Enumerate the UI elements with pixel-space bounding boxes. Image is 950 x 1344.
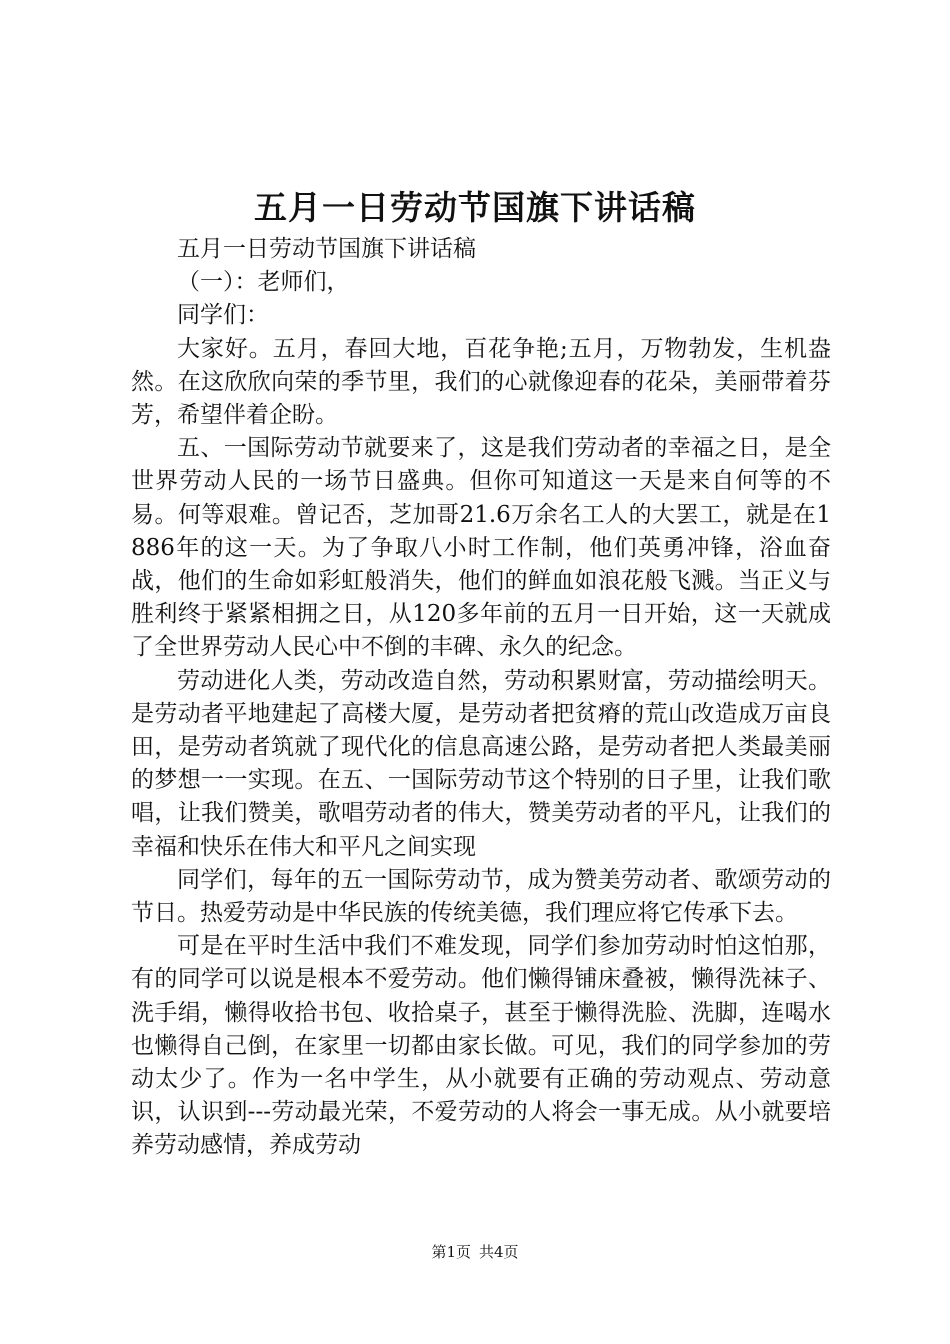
page-number: 第1页 [431, 1243, 471, 1261]
document-body [131, 233, 831, 1163]
paragraph-praise-labor: 劳动进化人类，劳动改造自然，劳动积累财富，劳动描绘明天。是劳动者平地建起了高楼大厦，是劳动者把贫瘠的荒山改造成万亩良田，是劳动者筑就了现代化的信息高速公路，是劳动者把人类最美丽的梦想一一实现。在五、一国际劳动节这个特别的日子里，让我们歌唱，让我们赞美，歌唱劳动者的伟大，赞美劳动者的平凡，让我们的幸福和快乐在伟大和平凡之间实现 [131, 667, 831, 860]
paragraph-salutation-students: 同学们： [177, 302, 269, 329]
document-title: 五月一日劳动节国旗下讲话稿 [254, 188, 696, 227]
paragraph-salutation-teachers: （一）：老师们， [177, 269, 350, 296]
paragraph-history: 五、一国际劳动节就要来了，这是我们劳动者的幸福之日，是全世界劳动人民的一场节日盛典。但你可知道这一天是来自何等的不易。何等艰难。曾记否，芝加哥21.6万余名工人的大罢工，就是在1886年的这一天。为了争取八小时工作制，他们英勇冲锋，浴血奋战，他们的生命如彩虹般消失，他们的鲜血如浪花般飞溅。当正义与胜利终于紧紧相拥之日，从120多年前的五月一日开始，这一天就成了全世界劳动人民心中不倒的丰碑、永久的纪念。 [131, 435, 831, 661]
paragraph-greeting: 大家好。五月，春回大地，百花争艳;五月，万物勃发，生机盎然。在这欣欣向荣的季节里，我们的心就像迎春的花朵，美丽带着芬芳，希望伴着企盼。 [131, 335, 831, 429]
paragraph-subtitle: 五月一日劳动节国旗下讲话稿 [177, 236, 476, 262]
page-footer [0, 1240, 950, 1264]
paragraph-problem: 可是在平时生活中我们不难发现，同学们参加劳动时怕这怕那，有的同学可以说是根本不爱劳动。他们懒得铺床叠被，懒得洗袜子、洗手绢，懒得收拾书包、收拾桌子，甚至于懒得洗脸、洗脚，连喝水也懒得自己倒，在家里一切都由家长做。可见，我们的同学参加的劳动太少了。作为一名中学生，从小就要有正确的劳动观点、劳动意识，认识到---劳动最光荣，不爱劳动的人将会一事无成。从小就要培养劳动感情，养成劳动 [131, 933, 831, 1159]
page-total: 共4页 [479, 1243, 519, 1261]
paragraph-tradition: 同学们，每年的五一国际劳动节，成为赞美劳动者、歌颂劳动的节日。热爱劳动是中华民族的传统美德，我们理应将它传承下去。 [131, 866, 831, 927]
